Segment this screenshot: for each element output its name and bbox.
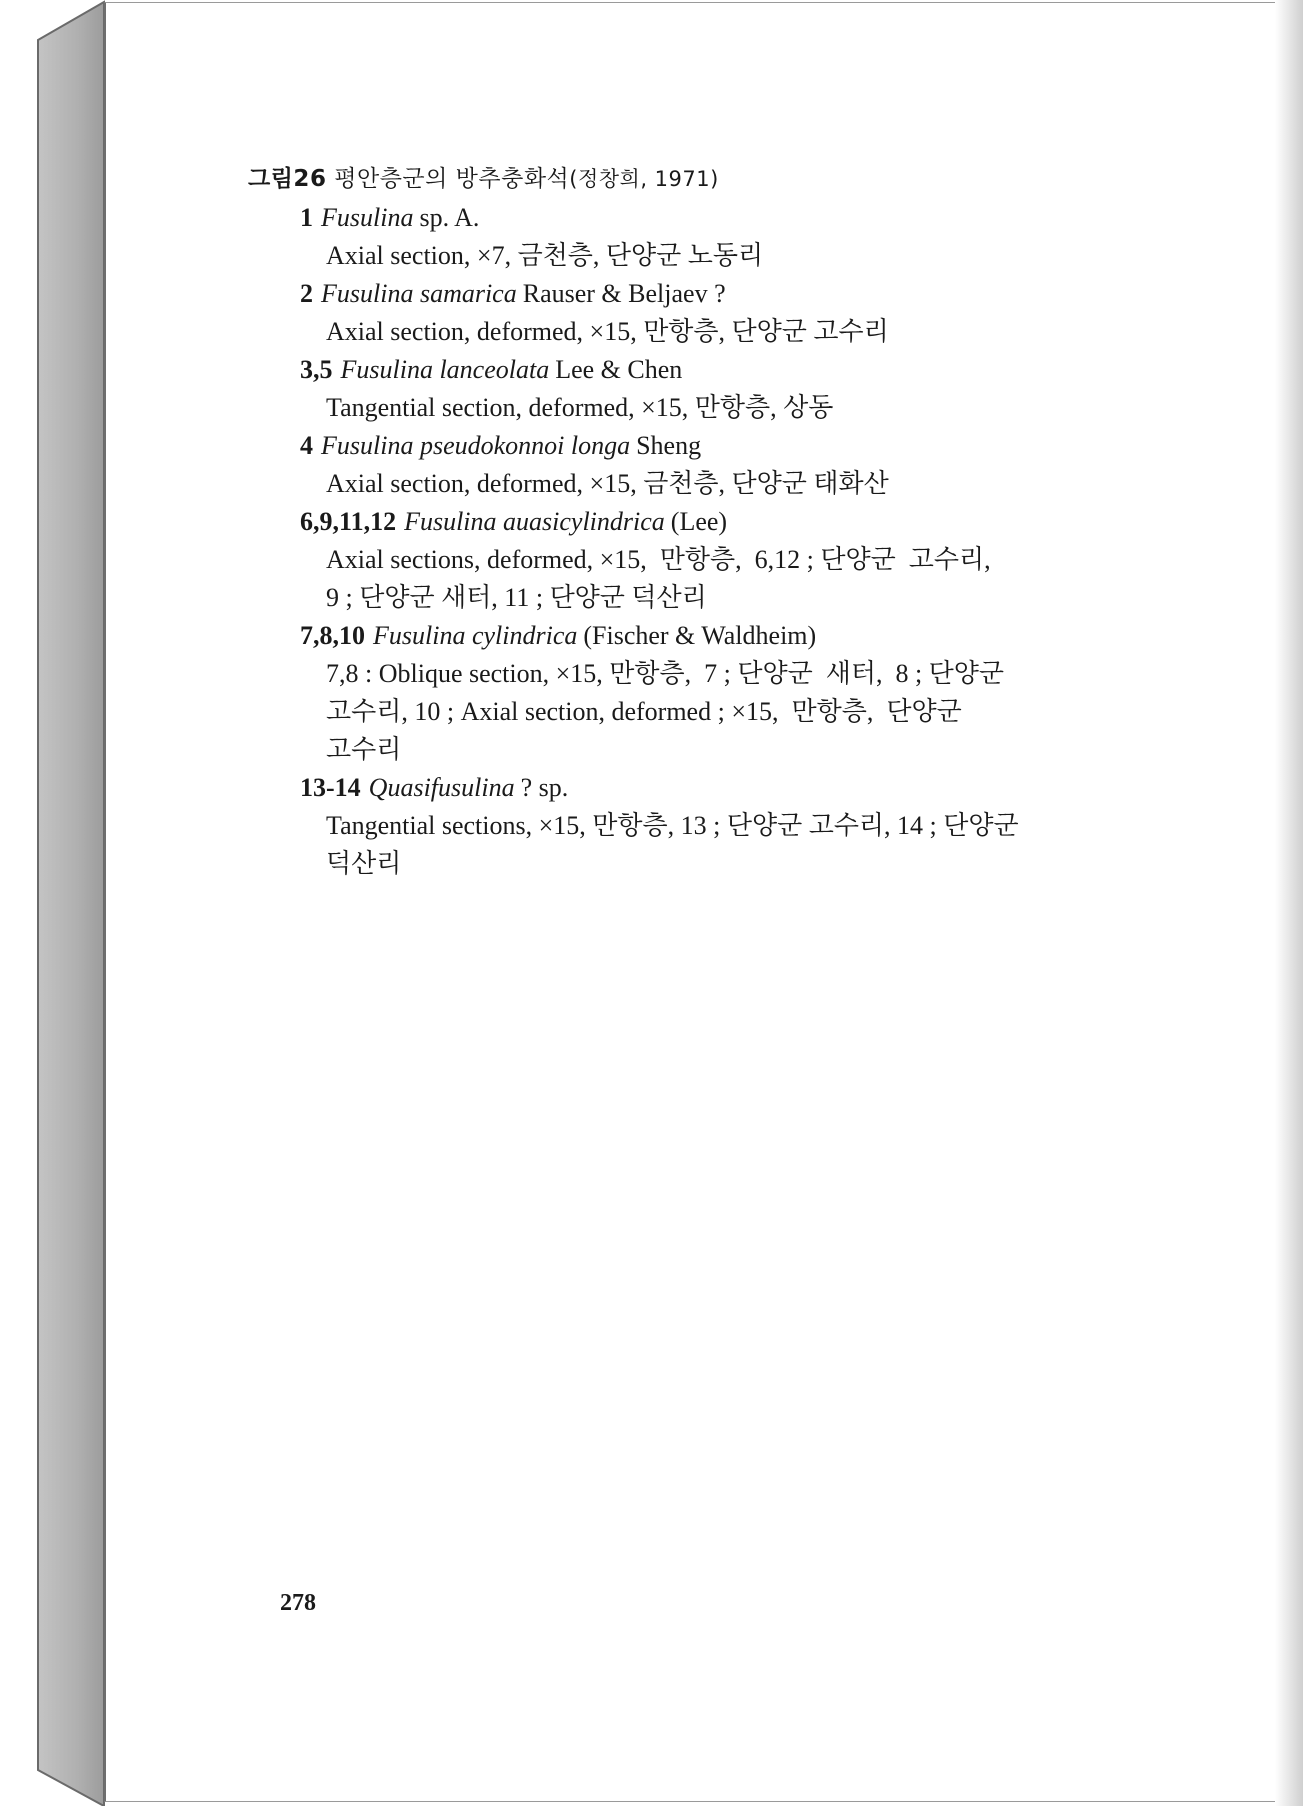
caption-entry (300, 617, 1168, 769)
entry-taxon-italic: Fusulina auasicylindrica (404, 507, 665, 536)
entry-detail-line: Tangential section, deformed, ×15, 만항층, 상동 (326, 393, 834, 422)
entry-taxon-rest: (Fischer & Waldheim) (583, 621, 817, 650)
page-number: 278 (280, 1590, 316, 1616)
entry-taxon-italic: Fusulina cylindrica (373, 621, 578, 650)
figure-caption-block (248, 160, 1168, 883)
entry-taxon-rest: ? sp. (520, 773, 569, 802)
entry-taxon-rest: (Lee) (670, 507, 728, 536)
entry-detail-line: Axial section, deformed, ×15, 금천층, 단양군 태화산 (326, 469, 889, 498)
entry-detail-line: 7,8 : Oblique section, ×15, 만항층, 7 ; 단양군 새터, 8 ; 단양군 (326, 659, 1005, 688)
entry-number: 7,8,10 (300, 621, 365, 650)
caption-entry (300, 199, 1168, 275)
entry-number: 3,5 (300, 355, 333, 384)
caption-title (248, 160, 1168, 198)
entry-taxon-rest: Rauser & Beljaev ? (522, 279, 726, 308)
caption-title-text: 평안층군의 방추충화석 (334, 166, 570, 192)
entry-detail-line: Axial section, deformed, ×15, 만항층, 단양군 고수리 (326, 317, 889, 346)
caption-entry (300, 275, 1168, 351)
entry-taxon-rest: Lee & Chen (555, 355, 683, 384)
book-spine (0, 0, 110, 1806)
entry-detail-line: 고수리 (326, 735, 402, 764)
entry-taxon-italic: Quasifusulina (368, 773, 515, 802)
entry-number: 1 (300, 203, 313, 232)
entry-number: 2 (300, 279, 313, 308)
entry-taxon-rest: Sheng (636, 431, 702, 460)
entry-detail-line: Tangential sections, ×15, 만항층, 13 ; 단양군 고수리, 14 ; 단양군 (326, 811, 1019, 840)
entry-number: 4 (300, 431, 313, 460)
entry-number: 6,9,11,12 (300, 507, 397, 536)
caption-entry (300, 503, 1168, 617)
entry-taxon-italic: Fusulina lanceolata (340, 355, 550, 384)
entry-taxon-italic: Fusulina samarica (321, 279, 517, 308)
entry-detail-line: 9 ; 단양군 새터, 11 ; 단양군 덕산리 (326, 583, 707, 612)
entry-taxon-italic: Fusulina (321, 203, 414, 232)
entry-taxon-italic: Fusulina pseudokonnoi longa (321, 431, 631, 460)
entry-detail-line: Axial section, ×7, 금천층, 단양군 노동리 (326, 241, 764, 270)
figure-label: 그림26 (248, 166, 327, 192)
entry-number: 13-14 (300, 773, 361, 802)
entry-detail-line: Axial sections, deformed, ×15, 만항층, 6,12 ; 단양군 고수리, (326, 545, 991, 574)
entry-taxon-rest: sp. A. (419, 203, 480, 232)
caption-citation: (정창희, 1971) (569, 167, 719, 191)
page-edge-shadow (1275, 0, 1303, 1806)
entry-detail-line: 덕산리 (326, 849, 402, 878)
entry-detail-line: 고수리, 10 ; Axial section, deformed ; ×15, 만항층, 단양군 (326, 697, 962, 726)
caption-entry (300, 427, 1168, 503)
caption-entry (300, 769, 1168, 883)
caption-entry (300, 351, 1168, 427)
